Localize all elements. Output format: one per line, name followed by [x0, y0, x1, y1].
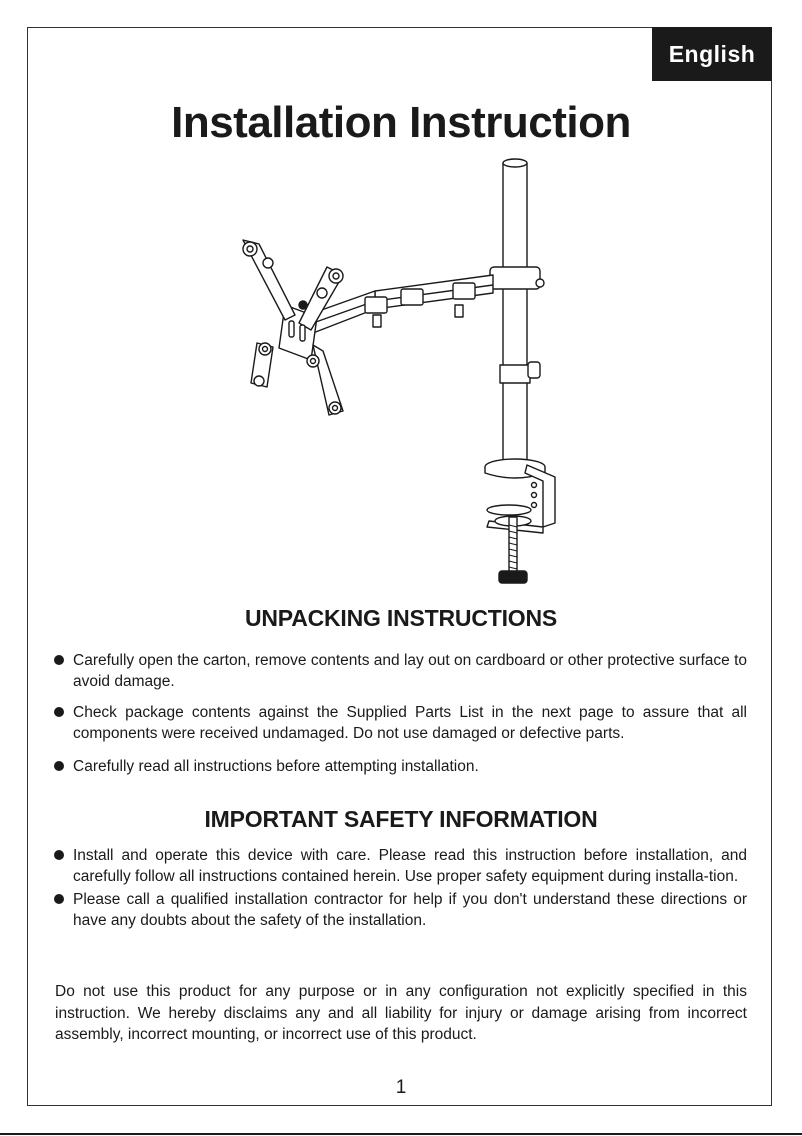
page-title: Installation Instruction — [171, 98, 631, 147]
list-item: Carefully read all instructions before attempting installation. — [53, 756, 747, 777]
list-item: Install and operate this device with care. Please read this instruction before installation, and carefully follow all instructions contained herein. Use proper safety equipment during installa-tion. — [53, 845, 747, 887]
page-number: 1 — [395, 1077, 407, 1098]
monitor-arm-illustration — [225, 155, 585, 595]
language-tab: English — [652, 27, 772, 81]
list-item: Check package contents against the Supplied Parts List in the next page to assure that all components were received undamaged. Do not use damaged or defective parts. — [53, 702, 747, 744]
bottom-divider — [0, 1133, 802, 1135]
disclaimer-text: Do not use this product for any purpose or in any configuration not explicitly specified in this instruction. We hereby disclaims any and all liability for injury or damage arising from incorrect assembly, incorrect mounting, or incorrect use of this product. — [55, 983, 747, 1043]
unpacking-heading: UNPACKING INSTRUCTIONS — [244, 605, 558, 631]
list-item: Carefully open the carton, remove contents and lay out on cardboard or other protective surface to avoid damage. — [53, 650, 747, 692]
list-item: Please call a qualified installation contractor for help if you don't understand these directions or have any doubts about the safety of the installation. — [53, 889, 747, 931]
unpacking-list — [53, 650, 747, 777]
safety-heading: IMPORTANT SAFETY INFORMATION — [204, 806, 598, 832]
safety-list — [53, 845, 747, 931]
